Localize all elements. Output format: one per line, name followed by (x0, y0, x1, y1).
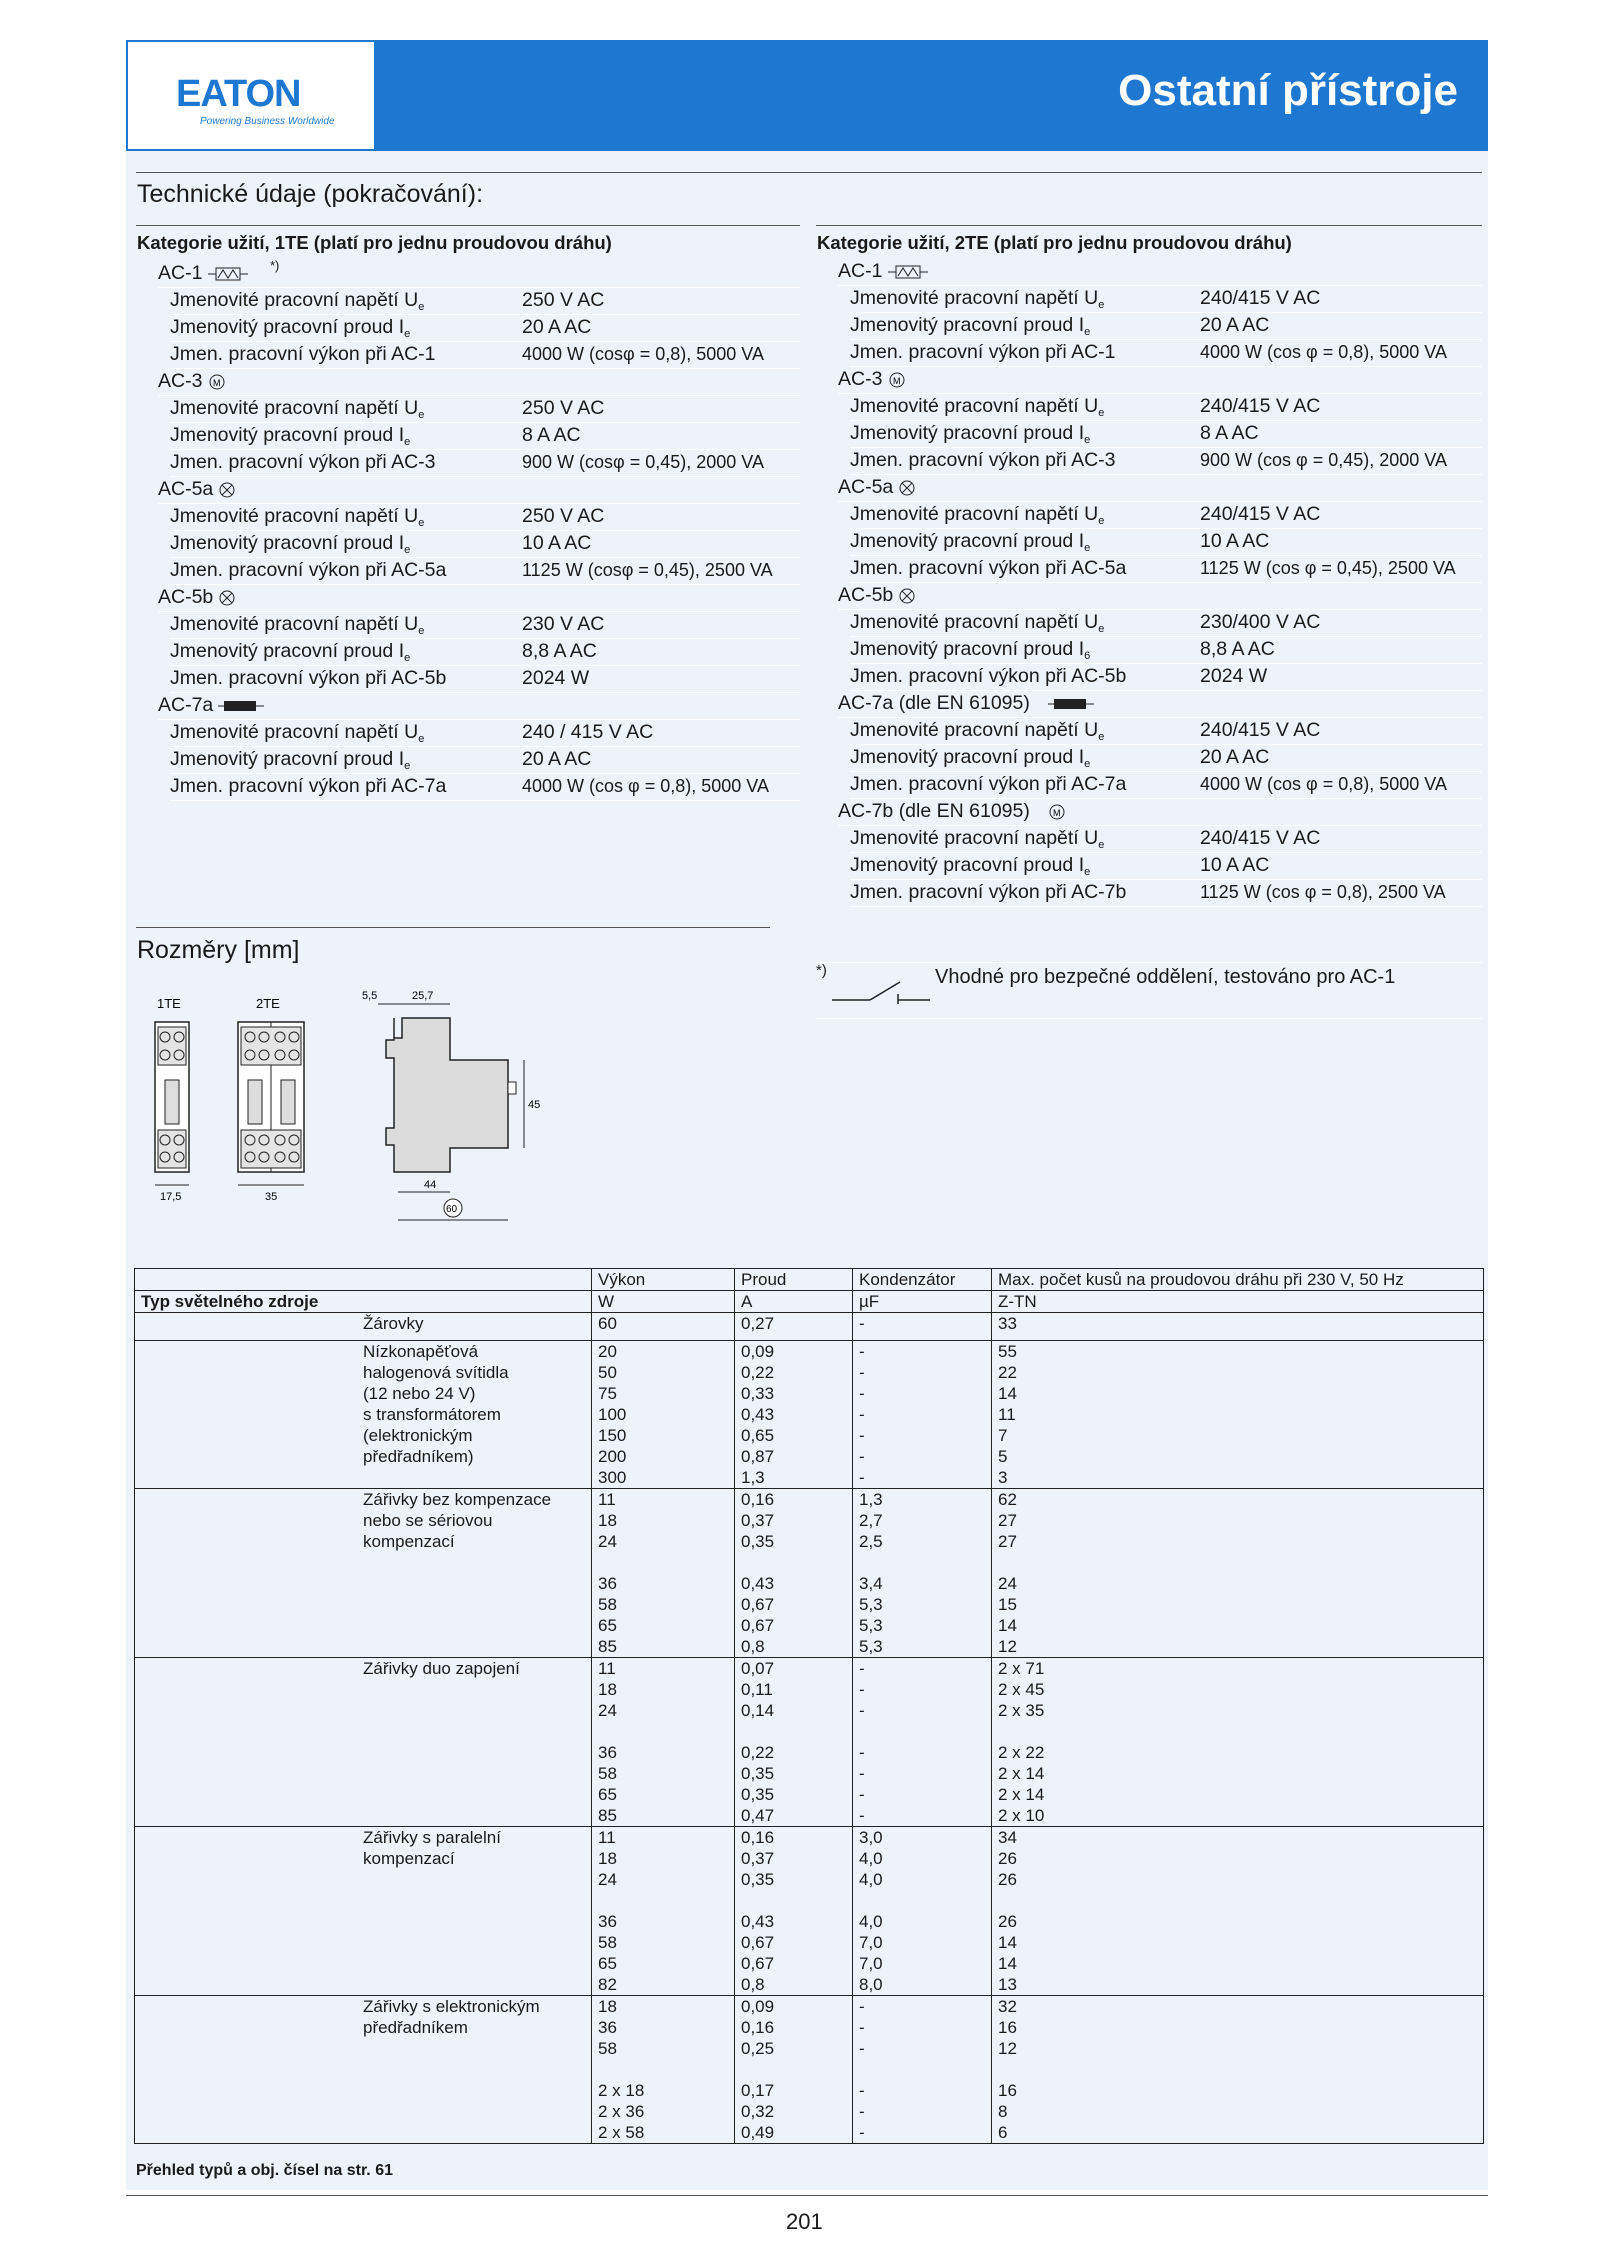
right-row-label: Jmenovitý pracovní proud $I_e$ (850, 422, 1091, 446)
right-category-row (838, 798, 1482, 826)
left-row-label: Jmen. pracovní výkon při AC-3 (170, 451, 436, 473)
col-header-type: Typ světelného zdroje (135, 1291, 592, 1313)
right-category-label: AC-3 (838, 368, 883, 390)
logo (126, 40, 376, 151)
left-row-label: Jmenovité pracovní napětí $U_e$ (170, 397, 425, 421)
left-row-label: Jmenovité pracovní napětí $U_e$ (170, 613, 425, 637)
left-row-label: Jmen. pracovní výkon při AC-5b (170, 667, 447, 689)
page-number: 201 (786, 2209, 823, 2234)
cell-max-count: 62 27 27 24 15 14 12 (992, 1489, 1484, 1658)
left-row-value: 900 W (cosφ = 0,45), 2000 VA (522, 452, 764, 472)
cell-type: Žárovky (135, 1313, 592, 1341)
cell-max-count: 32 16 12 16 8 6 (992, 1996, 1484, 2144)
col-header-current: Proud (735, 1269, 853, 1291)
right-row-value: 240/415 V AC (1200, 827, 1321, 849)
right-data-row (850, 636, 1482, 664)
left-row-value: 240 / 415 V AC (522, 721, 654, 743)
right-row-value: 1125 W (cos φ = 0,45), 2500 VA (1200, 558, 1456, 578)
footnote-mark: *) (816, 962, 827, 979)
right-row-value: 240/415 V AC (1200, 719, 1321, 741)
dimension-drawing (150, 980, 570, 1230)
svg-text:25,7: 25,7 (412, 990, 434, 1002)
motor-icon (208, 373, 226, 391)
right-row-label: Jmen. pracovní výkon při AC-5b (850, 665, 1127, 687)
right-row-label: Jmenovitý pracovní proud $I_e$ (850, 746, 1091, 770)
right-row-value: 8,8 A AC (1200, 638, 1275, 660)
right-row-value: 240/415 V AC (1200, 287, 1321, 309)
left-category-row (158, 260, 800, 288)
right-row-label: Jmenovitý pracovní proud $I_e$ (850, 530, 1091, 554)
right-row-value: 240/415 V AC (1200, 395, 1321, 417)
motor-icon (888, 371, 906, 389)
right-row-label: Jmen. pracovní výkon při AC-3 (850, 449, 1116, 471)
right-row-value: 4000 W (cos φ = 0,8), 5000 VA (1200, 342, 1447, 362)
left-row-value: 250 V AC (522, 397, 605, 419)
right-row-label: Jmenovitý pracovní proud $I_e$ (850, 854, 1091, 878)
right-data-row (850, 825, 1482, 853)
left-data-row (170, 773, 800, 801)
right-row-label: Jmenovité pracovní napětí $U_e$ (850, 611, 1105, 635)
right-row-value: 240/415 V AC (1200, 503, 1321, 525)
left-row-value: 8,8 A AC (522, 640, 597, 662)
cell-current: 0,16 0,37 0,35 0,43 0,67 0,67 0,8 (735, 1489, 853, 1658)
svg-text:17,5: 17,5 (160, 1191, 182, 1203)
svg-text:M: M (213, 377, 221, 388)
left-row-label: Jmen. pracovní výkon při AC-5a (170, 559, 447, 581)
right-row-label: Jmenovité pracovní napětí $U_e$ (850, 287, 1105, 311)
unit-capacitor: µF (853, 1291, 992, 1313)
col-header-capacitor: Kondenzátor (853, 1269, 992, 1291)
right-data-row (850, 663, 1482, 691)
cell-type: Zářivky s paralelní kompenzací (135, 1827, 592, 1996)
section-heading-tech: Technické údaje (pokračování): (137, 180, 484, 208)
right-data-row (850, 609, 1482, 637)
cell-type: Zářivky s elektronickým předřadníkem (135, 1996, 592, 2144)
svg-text:44: 44 (424, 1179, 437, 1191)
lamp-icon (898, 587, 916, 605)
cell-power: 18 36 58 2 x 18 2 x 36 2 x 58 (592, 1996, 735, 2144)
right-data-row (850, 285, 1482, 313)
left-row-label: Jmenovité pracovní napětí $U_e$ (170, 721, 425, 745)
left-data-row (170, 503, 800, 531)
right-data-row (850, 717, 1482, 745)
left-row-value: 10 A AC (522, 532, 592, 554)
lamp-icon (898, 479, 916, 497)
left-row-value: 250 V AC (522, 505, 605, 527)
heater-icon (218, 698, 264, 714)
cell-capacitor: - - - - - - (853, 1996, 992, 2144)
left-category-label: AC-5a (158, 478, 214, 500)
left-row-value: 8 A AC (522, 424, 581, 446)
divider (816, 962, 1482, 963)
svg-text:60: 60 (446, 1204, 458, 1215)
left-row-label: Jmenovitý pracovní proud $I_e$ (170, 640, 411, 664)
right-category-row (838, 258, 1482, 286)
divider (136, 225, 800, 226)
right-data-row (850, 852, 1482, 880)
right-data-row (850, 555, 1482, 583)
right-category-label: AC-1 (838, 260, 883, 282)
table-row (135, 1313, 1484, 1341)
right-data-row (850, 744, 1482, 772)
right-category-row (838, 582, 1482, 610)
right-row-label: Jmen. pracovní výkon při AC-7a (850, 773, 1127, 795)
right-data-row (850, 501, 1482, 529)
left-data-row (170, 341, 800, 369)
footer-note: Přehled typů a obj. čísel na str. 61 (136, 2162, 393, 2179)
left-row-value: 1125 W (cosφ = 0,45), 2500 VA (522, 560, 773, 580)
left-data-row (170, 395, 800, 423)
svg-text:M: M (1053, 807, 1061, 818)
resistive-load-icon (888, 264, 928, 280)
right-row-label: Jmenovitý pracovní proud $I_6$ (850, 638, 1091, 662)
motor-icon (1048, 803, 1066, 821)
left-category-label: AC-5b (158, 586, 214, 608)
right-row-label: Jmenovitý pracovní proud $I_e$ (850, 314, 1091, 338)
left-row-label: Jmenovité pracovní napětí $U_e$ (170, 289, 425, 313)
cell-max-count: 34 26 26 26 14 14 13 (992, 1827, 1484, 1996)
left-row-value: 230 V AC (522, 613, 605, 635)
svg-text:M: M (893, 375, 901, 386)
cell-power: 11 18 24 36 58 65 85 (592, 1658, 735, 1827)
cell-capacitor: - - - - - - - (853, 1658, 992, 1827)
left-note-mark: *) (270, 258, 280, 273)
divider (816, 225, 1482, 226)
right-data-row (850, 771, 1482, 799)
section-heading-dims: Rozměry [mm] (137, 936, 300, 964)
footnote-text: Vhodné pro bezpečné oddělení, testováno pro AC-1 (935, 966, 1396, 988)
right-row-value: 2024 W (1200, 665, 1268, 687)
footer-divider (126, 2195, 1488, 2196)
cell-type: Nízkonapěťová halogenová svítidla (12 nebo 24 V) s transformátorem (elektronickým předřadníkem) (135, 1341, 592, 1489)
left-row-value: 4000 W (cos φ = 0,8), 5000 VA (522, 776, 769, 796)
right-data-row (850, 528, 1482, 556)
right-table-heading: Kategorie užití, 2TE (platí pro jednu proudovou dráhu) (817, 232, 1292, 253)
divider (136, 172, 1482, 173)
right-category-row (838, 366, 1482, 394)
unit-network: Z-TN (992, 1291, 1484, 1313)
left-table-heading: Kategorie užití, 1TE (platí pro jednu proudovou dráhu) (137, 232, 612, 253)
table-row (135, 1341, 1484, 1489)
right-row-value: 10 A AC (1200, 854, 1270, 876)
right-category-label: AC-7b (dle EN 61095) (838, 800, 1030, 822)
left-row-label: Jmenovitý pracovní proud $I_e$ (170, 424, 411, 448)
left-data-row (170, 449, 800, 477)
cell-current: 0,07 0,11 0,14 0,22 0,35 0,35 0,47 (735, 1658, 853, 1827)
right-row-value: 230/400 V AC (1200, 611, 1321, 633)
right-row-label: Jmenovité pracovní napětí $U_e$ (850, 719, 1105, 743)
cell-power: 20 50 75 100 150 200 300 (592, 1341, 735, 1489)
left-row-value: 4000 W (cosφ = 0,8), 5000 VA (522, 344, 764, 364)
right-category-row (838, 690, 1482, 718)
right-category-label: AC-5a (838, 476, 894, 498)
col-header-power: Výkon (592, 1269, 735, 1291)
lamp-icon (218, 589, 236, 607)
left-data-row (170, 422, 800, 450)
left-category-row (158, 368, 800, 396)
left-category-label: AC-3 (158, 370, 203, 392)
cell-capacitor: 1,3 2,7 2,5 3,4 5,3 5,3 5,3 (853, 1489, 992, 1658)
cell-capacitor: 3,0 4,0 4,0 4,0 7,0 7,0 8,0 (853, 1827, 992, 1996)
right-row-label: Jmenovité pracovní napětí $U_e$ (850, 503, 1105, 527)
right-row-value: 4000 W (cos φ = 0,8), 5000 VA (1200, 774, 1447, 794)
left-row-value: 250 V AC (522, 289, 605, 311)
left-row-label: Jmen. pracovní výkon při AC-7a (170, 775, 447, 797)
heater-icon (1048, 696, 1094, 712)
left-category-row (158, 692, 800, 720)
page-title: Ostatní přístroje (1118, 66, 1458, 115)
title-bar (376, 40, 1488, 151)
cell-type: Zářivky bez kompenzace nebo se sériovou kompenzací (135, 1489, 592, 1658)
left-data-row (170, 314, 800, 342)
left-category-label: AC-1 (158, 262, 203, 284)
logo-tagline: Powering Business Worldwide (200, 116, 335, 127)
right-row-label: Jmen. pracovní výkon při AC-1 (850, 341, 1116, 363)
left-data-row (170, 746, 800, 774)
light-source-table (134, 1268, 1484, 2144)
right-row-value: 20 A AC (1200, 746, 1270, 768)
right-data-row (850, 879, 1482, 907)
right-row-value: 10 A AC (1200, 530, 1270, 552)
table-row (135, 1658, 1484, 1827)
left-data-row (170, 611, 800, 639)
right-row-label: Jmenovité pracovní napětí $U_e$ (850, 827, 1105, 851)
right-row-label: Jmenovité pracovní napětí $U_e$ (850, 395, 1105, 419)
left-row-value: 2024 W (522, 667, 590, 689)
left-category-row (158, 584, 800, 612)
cell-current: 0,09 0,16 0,25 0,17 0,32 0,49 (735, 1996, 853, 2144)
logo-wordmark: EATON (176, 73, 301, 115)
right-row-value: 1125 W (cos φ = 0,8), 2500 VA (1200, 882, 1446, 902)
table-row (135, 1489, 1484, 1658)
svg-text:45: 45 (528, 1099, 541, 1111)
cell-power: 60 (592, 1313, 735, 1341)
left-data-row (170, 638, 800, 666)
divider (816, 1018, 1482, 1019)
divider (136, 927, 770, 928)
left-data-row (170, 557, 800, 585)
unit-current: A (735, 1291, 853, 1313)
left-row-value: 20 A AC (522, 748, 592, 770)
cell-type: Zářivky duo zapojení (135, 1658, 592, 1827)
right-category-label: AC-7a (dle EN 61095) (838, 692, 1030, 714)
unit-power: W (592, 1291, 735, 1313)
left-row-label: Jmen. pracovní výkon při AC-1 (170, 343, 436, 365)
left-row-value: 20 A AC (522, 316, 592, 338)
cell-current: 0,16 0,37 0,35 0,43 0,67 0,67 0,8 (735, 1827, 853, 1996)
cell-capacitor: - (853, 1313, 992, 1341)
right-row-label: Jmen. pracovní výkon při AC-7b (850, 881, 1127, 903)
cell-current: 0,27 (735, 1313, 853, 1341)
right-category-label: AC-5b (838, 584, 894, 606)
right-data-row (850, 312, 1482, 340)
right-data-row (850, 339, 1482, 367)
left-row-label: Jmenovitý pracovní proud $I_e$ (170, 316, 411, 340)
right-row-value: 20 A AC (1200, 314, 1270, 336)
cell-power: 11 18 24 36 58 65 85 (592, 1489, 735, 1658)
left-row-label: Jmenovitý pracovní proud $I_e$ (170, 748, 411, 772)
right-data-row (850, 420, 1482, 448)
cell-max-count: 55 22 14 11 7 5 3 (992, 1341, 1484, 1489)
lamp-icon (218, 481, 236, 499)
left-data-row (170, 665, 800, 693)
cell-power: 11 18 24 36 58 65 82 (592, 1827, 735, 1996)
col-header-max-count: Max. počet kusů na proudovou dráhu při 230 V, 50 Hz (992, 1269, 1484, 1291)
isolation-switch-icon (830, 976, 940, 1006)
left-data-row (170, 287, 800, 315)
cell-capacitor: - - - - - - - (853, 1341, 992, 1489)
right-row-label: Jmen. pracovní výkon při AC-5a (850, 557, 1127, 579)
svg-text:5,5: 5,5 (362, 990, 378, 1002)
left-row-label: Jmenovité pracovní napětí $U_e$ (170, 505, 425, 529)
table-row (135, 1996, 1484, 2144)
right-category-row (838, 474, 1482, 502)
left-data-row (170, 719, 800, 747)
left-category-label: AC-7a (158, 694, 214, 716)
right-row-value: 900 W (cos φ = 0,45), 2000 VA (1200, 450, 1447, 470)
left-row-label: Jmenovitý pracovní proud $I_e$ (170, 532, 411, 556)
cell-current: 0,09 0,22 0,33 0,43 0,65 0,87 1,3 (735, 1341, 853, 1489)
right-data-row (850, 393, 1482, 421)
left-data-row (170, 530, 800, 558)
right-row-value: 8 A AC (1200, 422, 1259, 444)
cell-max-count: 2 x 71 2 x 45 2 x 35 2 x 22 2 x 14 2 x 14 2 x 10 (992, 1658, 1484, 1827)
resistive-load-icon (208, 266, 248, 282)
svg-text:35: 35 (265, 1191, 278, 1203)
right-data-row (850, 447, 1482, 475)
table-row (135, 1827, 1484, 1996)
label-1te: 1TE (157, 996, 181, 1011)
cell-max-count: 33 (992, 1313, 1484, 1341)
left-category-row (158, 476, 800, 504)
label-2te: 2TE (256, 996, 280, 1011)
